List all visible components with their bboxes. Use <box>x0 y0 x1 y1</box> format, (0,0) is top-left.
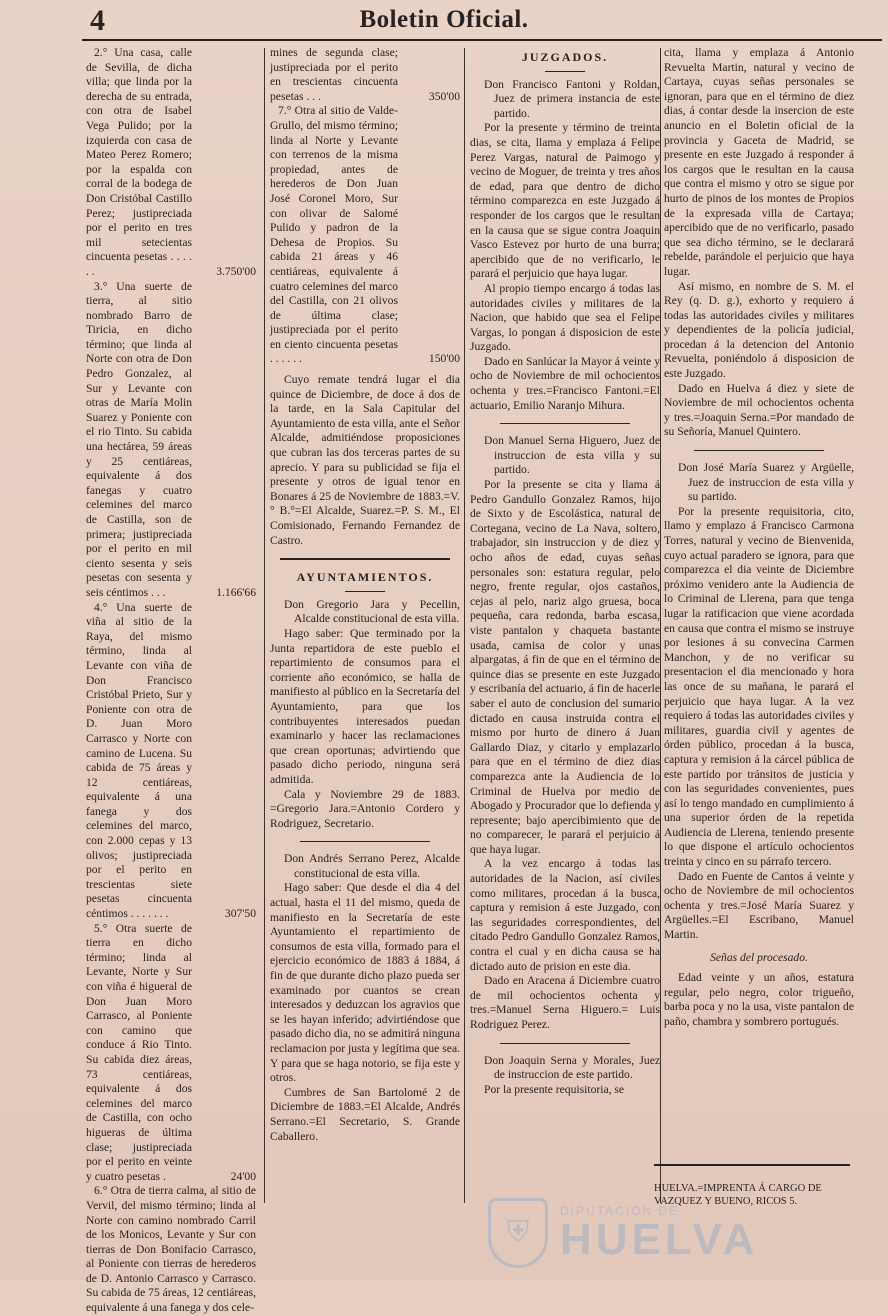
notice-title: Don Manuel Serna Higuero, Juez de instruccion de esta villa y su partido. <box>484 434 660 477</box>
heading-rule <box>545 71 585 72</box>
notice-title: Don Joaquin Serna y Morales, Juez de instruccion de este partido. <box>484 1053 660 1082</box>
notice-body: Por la presente requisitoria, se <box>484 1082 625 1096</box>
archive-watermark <box>488 1196 848 1270</box>
header-rule <box>82 39 882 41</box>
notice-body: cita, llama y emplaza á Antonio Revuelta Martin, natural y vecino de Cartaya, cuyas señas personales se ignoran, para que en el término de diez dias, á contar desde la insercion de este anuncio en el Boletin oficial de la provincia y Gaceta de Madrid, se presente en este Juzgado á responder á los cargos que le resultan en la causa que contra el mismo y otro se sigue por hurto de pinos de los montes de Propios de la expresada villa de Cartaya; apercibido que de no verificarlo, pasado que sea dicho término, se le declarará rebelde, parándole el perjuicio que haya lugar. <box>664 46 854 278</box>
column-2 <box>270 46 460 1144</box>
property-price: 1.166'66 <box>216 585 256 599</box>
section-heading-ayuntamientos: AYUNTAMIENTOS. <box>296 570 434 585</box>
property-price: 24'00 <box>230 1169 256 1183</box>
notice-signature: Dado en Fuente de Cantos á veinte y ocho de Noviembre de mil ochocientos ochenta y tres.=José María Suarez y Argüelles.=El Escribano, Manuel Martin. <box>664 869 854 942</box>
defendant-description-title: Señas del procesado. <box>710 950 808 964</box>
imprint-rule <box>654 1164 850 1166</box>
property-item <box>86 46 256 280</box>
property-item <box>86 280 256 601</box>
masthead-title: Boletin Oficial. <box>359 6 529 33</box>
column-divider <box>464 48 465 1203</box>
property-item <box>270 104 460 367</box>
property-price: 3.750'00 <box>216 264 256 278</box>
notice-body: Hago saber: Que terminado por la Junta repartidora de este pueblo el repartimiento de consumos para el corriente año económico, se halla de manifiesto al público en la Secretaría del Ayuntamiento, para que los contribuyentes interesados puedan examinarlo y hacer las reclamaciones que crean oportunas; advirtiendo que pasado dicho periodo, ninguna será admitida. <box>270 626 460 786</box>
column-4 <box>664 46 854 1030</box>
notice-signature: Dado en Sanlúcar la Mayor á veinte y ocho de Noviembre de mil ochocientos ochenta y tres.=Francisco Fantoni.=El actuario, Emilio Naranjo Mihura. <box>470 354 660 412</box>
section-heading-juzgados: JUZGADOS. <box>521 50 609 64</box>
auction-notice: Cuyo remate tendrá lugar el dia quince de Diciembre, de doce á dos de la tarde, en la Sala Capitular del Ayuntamiento de esta villa, ante el Señor Alcalde, admitiéndose proposiciones que cubran las dos terceras partes de su aprecio. Y para su publicidad se fija el presente y otros de igual tenor en Bonares á 25 de Noviembre de 1883.=V.° B.°=El Alcalde, Suarez.=P. S. M., El Comisionado, Fernando Fernandez de Castro. <box>270 373 460 547</box>
page-number: 4 <box>90 4 105 37</box>
property-item-6: 6.° Otra de tierra calma, al sitio de Vervil, del mismo término; linda al Norte con camino nombrado Carril de los Monicos, Levante y Sur con tierras de Don Bonifacio Carrasco, al Poniente con tierras de herederos de D. Antonio Carrasco y Carrasco. Su cabida de 75 áreas, 12 centiáreas, equivalente á una fanega y dos cele- <box>86 1184 256 1315</box>
notice-body: A la vez encargo á todas las autoridades de la Nacion, así civiles como militares, procedan á la busca, captura y remision á este Juzgado, con las seguridades correspondientes, del citado Pedro Gandullo Gonzalez Ramos, contra el cual y en dicha causa se ha dictado auto de prision en este dia. <box>470 857 660 973</box>
notice-signature: Dado en Aracena á Diciembre cuatro de mil ochocientos ochenta y tres.=Manuel Serna Higuero.= Luis Rodriguez Perez. <box>470 974 660 1031</box>
notice-signature: Cala y Noviembre 29 de 1883. =Gregorio Jara.=Antonio Cordero y Rodriguez, Secretario. <box>270 787 460 830</box>
notice-rule <box>300 841 430 842</box>
shield-icon: ⛨ <box>488 1198 548 1268</box>
column-divider <box>660 48 661 1203</box>
property-price: 350'00 <box>428 89 460 103</box>
notice-body: Al propio tiempo encargo á todas las autoridades civiles y militares de la Nacion, que habido que sea el Felipe Vargas, lo pongan á disposicion de este Juzgado. <box>470 281 660 354</box>
property-description: mines de segunda clase; justipreciada por el perito en trescientas cincuenta pesetas . . . <box>270 46 398 103</box>
defendant-description: Edad veinte y un años, estatura regular, pelo negro, color trigueño, barba poca y no la usa, viste pantalon de paño, chambra y sombrero portugués. <box>664 971 854 1028</box>
notice-body: Hago saber: Que desde el dia 4 del actual, hasta el 11 del mismo, queda de manifiesto en la Secretaría de este Ayuntamiento el repartimiento de consumos de esta villa, formado para el ejercicio económico de 1883 á 1884, á fin de que durante dicho plazo pueda ser examinado por cuantos se crean interesados y deduzcan los agravios que se les hayan inferido; advirtiéndose que pasado dicho dia, no se admitirá ninguna reclamacion por justa y legítima que sea. Y para que se haga notorio, se fija este y otros. <box>270 881 460 1085</box>
property-description: 3.° Una suerte de tierra, al sitio nombrado Barro de Tiricia, en dicho término; que linda al Norte con otra de Don Pedro Gonzalez, al Sur y Levante con otras de María Molin Suarez y Poniente con el rio Tinto. Su cabida una hectárea, 59 áreas y 25 centiáreas, equivalente á dos fanegas y cuatro celemines del marco de Castilla, son de primera; justipreciada por el perito en mil ciento sesenta y seis pesetas con sesenta y seis céntimos . . . <box>86 279 192 599</box>
notice-body: Por la presente se cita y llama á Pedro Gandullo Gonzalez Ramos, hijo de Sixto y de Escolástica, natural de Cortegana, vecino de La Nava, soltero, trabajador, sin instruccion y de diez y ocho años de edad, cuyas señas personales son: estatura regular, pelo negro, frente regular, ojos castaños, cejas al pelo, nariz algo gruesa, boca pequeña, cara redonda, barba escasa, viste pantalon y chaqueta bastante usada, camisa de color y unas alpargatas, á fin de que en el término de quince dias se presente en este Juzgado y escribanía del actuario, á fin de hacerle saber el auto de conclusion del sumario dictado en causa instruida contra el mismo por hurto de dinero á Juan Gallardo Diaz, y citarlo y emplazarlo para que en el término de diez dias comparezca ante la Audiencia de lo Criminal de Huelva por medio de Abogado y Procurador que lo defienda y represente; bajo apercibimiento que de no comparecer, le parará el perjuicio á que haya lugar. <box>470 478 660 856</box>
notice-body: Por la presente requisitoria, cito, llamo y emplazo á Francisco Carmona Torres, natural y vecino de Bienvenida, cuyo actual paradero se ignora, para que comparezca el dia veinte de Diciembre próximo venidero ante la Audiencia de lo Criminal de Llerena, para que tenga lugar la ratificacion que viene acordada en causa que contra el mismo se instruye por lesiones á su convecina Carmen Manchon, y de no verificar su presentacion el dia mencionado y hora las once de su mañana, le parará el perjuicio que haya lugar. A la vez requiero á todas las autoridades civiles y militares, guardia civil y agentes de órden público, procedan á la busca, captura y remision á la cárcel pública de este partido por tránsitos de justicia y con las seguridades convenientes, pues así lo tengo mandado en cumplimiento á una superior órden de la repetida Audiencia de Llerena, teniendo presente lo que dispone el artículo ochocientos treinta y cinco en su párrafo tercero. <box>664 504 854 869</box>
notice-body: Así mismo, en nombre de S. M. el Rey (q. D. g.), exhorto y requiero á todas las autoridades civiles y militares y dependientes de la policía judicial, procedan á la detencion del Antonio Revuelta, poniéndolo á disposicion de este Juzgado. <box>664 279 854 381</box>
heading-rule <box>345 591 385 592</box>
watermark-big-text: HUELVA <box>560 1215 759 1264</box>
property-item <box>86 922 256 1185</box>
property-price: 307'50 <box>224 907 256 921</box>
watermark-small-text: DIPUTACIÓN DE <box>560 1204 680 1218</box>
notice-signature: Dado en Huelva á diez y siete de Noviembre de mil ochocientos ochenta y tres.=Joaquin Serna.=Por mandado de su Señoría, Manuel Quintero. <box>664 381 854 439</box>
property-price: 150'00 <box>428 352 460 366</box>
notice-rule <box>694 450 824 451</box>
notice-title: Don Andrés Serrano Perez, Alcalde constitucional de esta villa. <box>284 852 460 880</box>
notice-title: Don Gregorio Jara y Pecellin, Alcalde constitucional de esta villa. <box>284 597 460 626</box>
notice-title: Don José María Suarez y Argüelle, Juez de instruccion de esta villa y su partido. <box>678 461 854 504</box>
section-rule <box>280 558 450 560</box>
column-3 <box>470 46 660 1097</box>
notice-rule <box>500 423 630 424</box>
property-description: 7.° Otra al sitio de Valde-Grullo, del mismo término; linda al Norte y Levante con terrenos de la misma propiedad, antes de herederos de Don Juan José Coronel Moro, Sur con olivar de Salomé Pulido y padron de la Dehesa de Propios. Su cabida 21 áreas y 46 centiáreas, equivalente á cuatro celemines del marco del Castilla, con 21 olivos de última clase; justipreciada por el perito en ciento cincuenta pesetas . . . . . . <box>270 104 398 366</box>
column-1 <box>86 46 256 1316</box>
property-description: 2.° Una casa, calle de Sevilla, de dicha villa; que linda por la derecha de su entrada, con otra de Isabel Vega Pulido; por la izquierda con casa de Mateo Perez Romero; por la espalda con corral de la bodega de Don Cristóbal Castillo Perez; justipreciada por el perito en tres mil setecientas cincuenta pesetas . . . . . . <box>86 46 192 278</box>
property-description: 5.° Otra suerte de tierra en dicho término; linda al Levante, Norte y Sur con viña é higueral de Don Juan Moro Carrasco, al Poniente con camino que conduce á Rio Tinto. Su cabida diez áreas, 73 centiáreas, equivalente á dos celemines del marco de Castilla, con ocho higueras de última clase; justipreciada por el perito en veinte y cuatro pesetas . <box>86 921 192 1183</box>
notice-title: Don Francisco Fantoni y Roldan, Juez de primera instancia de este partido. <box>484 77 660 120</box>
property-item <box>86 601 256 922</box>
notice-body: Por la presente y término de treinta dias, se cita, llama y emplaza á Felipe Perez Vargas, natural de Paimogo y vecino de Moguer, de treinta y tres años de edad, para que dentro de dicho término comparezca en este Juzgado á responder de los cargos que le resultan en la causa que se sigue contra Joaquin Vasco Estevez por hurto de una burra; apercibido que de no verificarlo, le parará el perjuicio que haya lugar. <box>470 121 660 281</box>
column-divider <box>264 48 265 1203</box>
property-description: 4.° Una suerte de viña al sitio de la Raya, del mismo término, linda al Levante con viña de Don Francisco Cristóbal Prieto, Sur y Poniente con otra de D. Juan Moro Carrasco y Norte con camino de Lucena. Su cabida de 75 áreas y 12 centiáreas, equivalente á una fanega y dos celemines del marco, con 2.000 cepas y 13 olivos; justipreciada por el perito en trescientas siete pesetas cincuenta céntimos . . . . . . . <box>86 600 192 921</box>
notice-signature: Cumbres de San Bartolomé 2 de Diciembre de 1883.=El Alcalde, Andrés Serrano.=El Secretario, S. Grande Caballero. <box>270 1085 460 1143</box>
notice-rule <box>500 1043 630 1044</box>
property-item <box>270 46 460 104</box>
printer-imprint: HUELVA.=IMPRENTA Á CARGO DE VAZQUEZ Y BUENO, RICOS 5. <box>654 1183 822 1207</box>
